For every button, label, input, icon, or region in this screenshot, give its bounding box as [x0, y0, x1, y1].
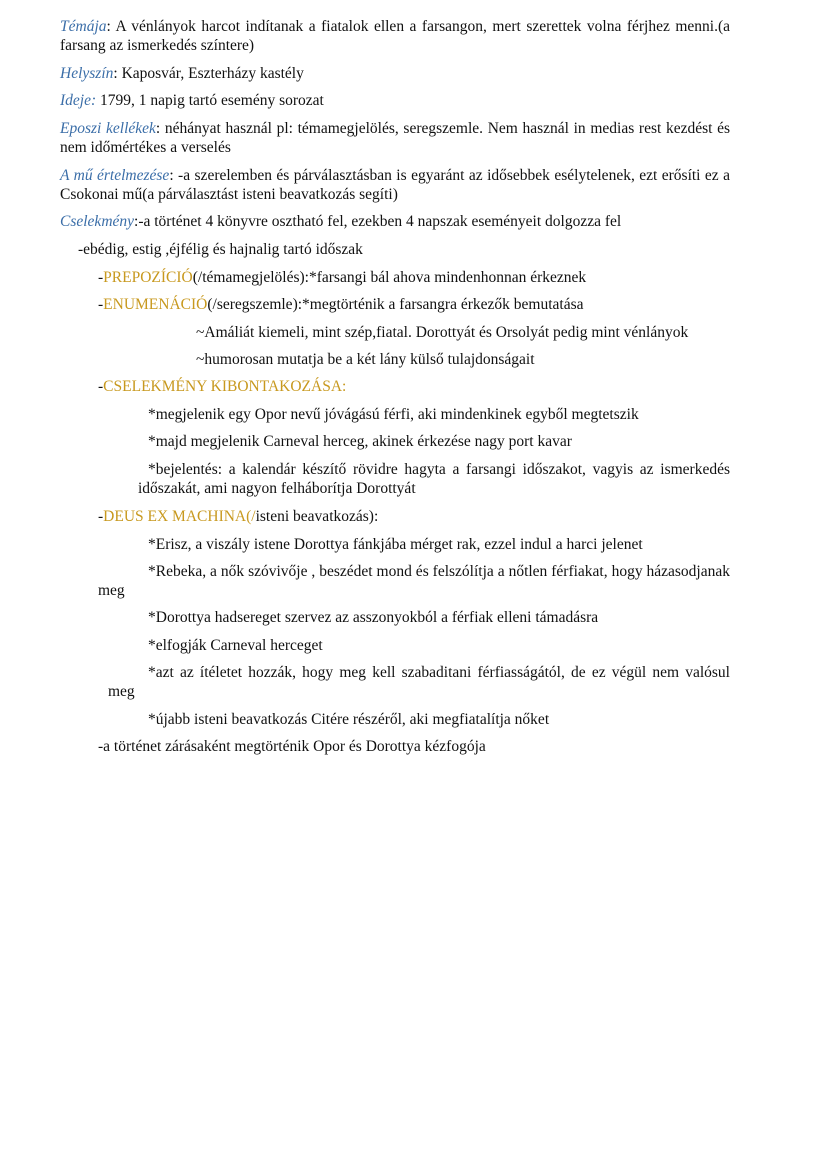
ideje-text: 1799, 1 napig tartó esemény sorozat: [96, 92, 324, 109]
enum-sub-line-2: ~humorosan mutatja be a két lány külső tulajdonságait: [196, 351, 535, 368]
ideje-paragraph: [60, 91, 730, 110]
zaras-line: -a történet zárásaként megtörténik Opor és Dorottya kézfogója: [98, 738, 486, 755]
eposzi-paragraph: [60, 119, 730, 157]
deus-text: isteni beavatkozás):: [255, 508, 379, 525]
deus-item-4: *elfogják Carneval herceget: [148, 637, 323, 654]
ebedig-line: -ebédig, estig ,éjfélig és hajnalig tartó időszak: [78, 241, 363, 258]
kibontakozas-dash: -: [98, 378, 104, 395]
enum-sub-line-1: ~Amáliát kiemeli, mint szép,fiatal. Dorottyát és Orsolyát pedig mint vénlányok: [196, 324, 689, 341]
deus-item-5: *azt az ítéletet hozzák, hogy meg kell szabaditani férfiasságától, de ez végül nem valósul meg: [108, 664, 730, 700]
enumeracio-label: ENUMENÁCIÓ: [103, 296, 208, 313]
eposzi-label: Eposzi kellékek: [60, 120, 156, 137]
deus-item-1: *Erisz, a viszály istene Dorottya fánkjába mérget rak, ezzel indul a harci jelenet: [148, 536, 643, 553]
kibontakozas-item-1: *megjelenik egy Opor nevű jóvágású férfi, aki mindenkinek egyből megtetszik: [148, 406, 639, 423]
deus-item-3: *Dorottya hadsereget szervez az asszonyokból a férfiak elleni támadásra: [148, 609, 599, 626]
eposzi-text: : néhányat használ pl: témamegjelölés, seregszemle. Nem használ in medias rest kezdést és nem időmértékes a verselés: [60, 120, 730, 156]
deus-item-6: *újabb isteni beavatkozás Citére részéről, aki megfiatalítja nőket: [148, 711, 550, 728]
cselekmeny-text: :-a történet 4 könyvre osztható fel, ezekben 4 napszak eseményeit dolgozza fel: [134, 213, 622, 230]
kibontakozas-item-2: *majd megjelenik Carneval herceg, akinek érkezése nagy port kavar: [148, 433, 572, 450]
ertelmezes-text: : -a szerelemben és párválasztásban is egyaránt az idősebbek esélytelenek, ezt erősíti ez a Csokonai mű(a párválasztást isteni beavatkozás segíti): [60, 167, 730, 203]
temaja-paragraph: [60, 17, 730, 55]
prepozicio-line: [98, 268, 738, 287]
ideje-label: Ideje:: [60, 92, 97, 109]
deus-line: [98, 507, 738, 526]
cselekmeny-label: Cselekmény: [60, 213, 135, 230]
helyszin-label: Helyszín: [60, 65, 114, 82]
prepozicio-dash: -: [98, 269, 104, 286]
temaja-text: : A vénlányok harcot indítanak a fiatalok ellen a farsangon, mert szerettek volna férjhez menni.(a farsang az ismerkedés színtere): [60, 18, 730, 54]
helyszin-text: : Kaposvár, Eszterházy kastély: [113, 65, 304, 82]
enumeracio-line: [98, 295, 738, 314]
enumeracio-text: (/seregszemle):*megtörténik a farsangra érkezők bemutatása: [207, 296, 584, 313]
deus-dash: -: [98, 508, 104, 525]
kibontakozas-label: CSELEKMÉNY KIBONTAKOZÁSA:: [103, 378, 347, 395]
helyszin-paragraph: [60, 64, 730, 83]
prepozicio-label: PREPOZÍCIÓ: [103, 269, 193, 286]
ertelmezes-paragraph: [60, 166, 730, 204]
prepozicio-text: (/témamegjelölés):*farsangi bál ahova mindenhonnan érkeznek: [192, 269, 587, 286]
cselekmeny-paragraph: [60, 212, 740, 231]
temaja-label: Témája: [60, 18, 107, 35]
ertelmezes-label: A mű értelmezése: [60, 167, 170, 184]
deus-item-2: *Rebeka, a nők szóvivője , beszédet mond és felszólítja a nőtlen férfiakat, hogy házasodjanak meg: [98, 563, 730, 599]
kibontakozas-item-3: *bejelentés: a kalendár készítő rövidre hagyta a farsangi időszakot, vagyis az ismerkedés időszakát, ami nagyon felháborítja Dorottyát: [138, 461, 730, 497]
kibontakozas-line: [98, 377, 738, 396]
enumeracio-dash: -: [98, 296, 104, 313]
deus-label: DEUS EX MACHINA(/: [103, 508, 256, 525]
